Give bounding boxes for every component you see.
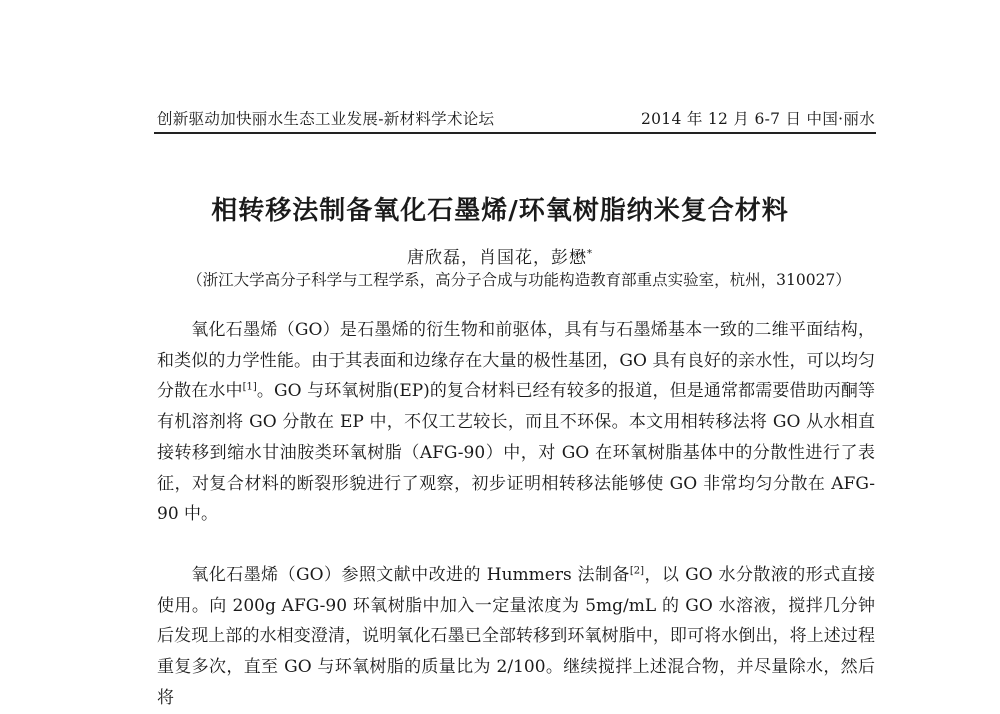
forum-name: 创新驱动加快丽水生态工业发展-新材料学术论坛: [157, 110, 495, 128]
para1-text-a: 氧化石墨烯（GO）是石墨烯的衍生物和前驱体，具有与石墨烯基本一致的二维平面结构，和类似的力学性能。由于其表面和边缘存在大量的极性基团，GO 具有良好的亲水性，可以均匀分散在水中: [157, 320, 875, 402]
running-header: [157, 107, 875, 129]
para2-text-b: ，以 GO 水分散液的形式直接使用。向 200g AFG-90 环氧树脂中加入一定量浓度为 5mg/mL 的 GO 水溶液，搅拌几分钟后发现上部的水相变澄清，说明氧化石墨已全部转移到环氧树脂中，即可将水倒出，将上述过程重复多次，直至 GO 与环氧树脂的质量比为 2/100。继续搅拌上述混合物，并尽量除水，然后将: [157, 565, 876, 708]
affiliation: （浙江大学高分子科学与工程学系，高分子合成与功能构造教育部重点实验室，杭州，310027）: [187, 271, 851, 289]
citation-ref: [1]: [242, 381, 257, 393]
citation-ref: [2]: [629, 565, 645, 577]
para2-text-a: 氧化石墨烯（GO）参照文献中改进的 Hummers 法制备: [191, 565, 630, 585]
body-paragraph: [157, 315, 875, 530]
paper-title: 相转移法制备氧化石墨烯/环氧树脂纳米复合材料: [211, 196, 789, 226]
date-place: 2014 年 12 月 6-7 日 中国·丽水: [640, 110, 875, 128]
corresponding-mark: *: [587, 248, 593, 260]
author-names: 唐欣磊，肖国花，彭懋: [407, 248, 587, 268]
author-line: [0, 243, 1000, 268]
body-paragraph: [157, 560, 875, 714]
header-rule: [154, 132, 876, 134]
para1-text-b: 。GO 与环氧树脂(EP)的复合材料已经有较多的报道，但是通常都需要借助丙酮等有机溶剂将 GO 分散在 EP 中，不仅工艺较长，而且不环保。本文用相转移法将 GO 从水相直接转移到缩水甘油胺类环氧树脂（AFG-90）中，对 GO 在环氧树脂基体中的分散性进行了表征，对复合材料的断裂形貌进行了观察，初步证明相转移法能够使 GO 非常均匀分散在 AFG-90 中。: [157, 381, 875, 525]
